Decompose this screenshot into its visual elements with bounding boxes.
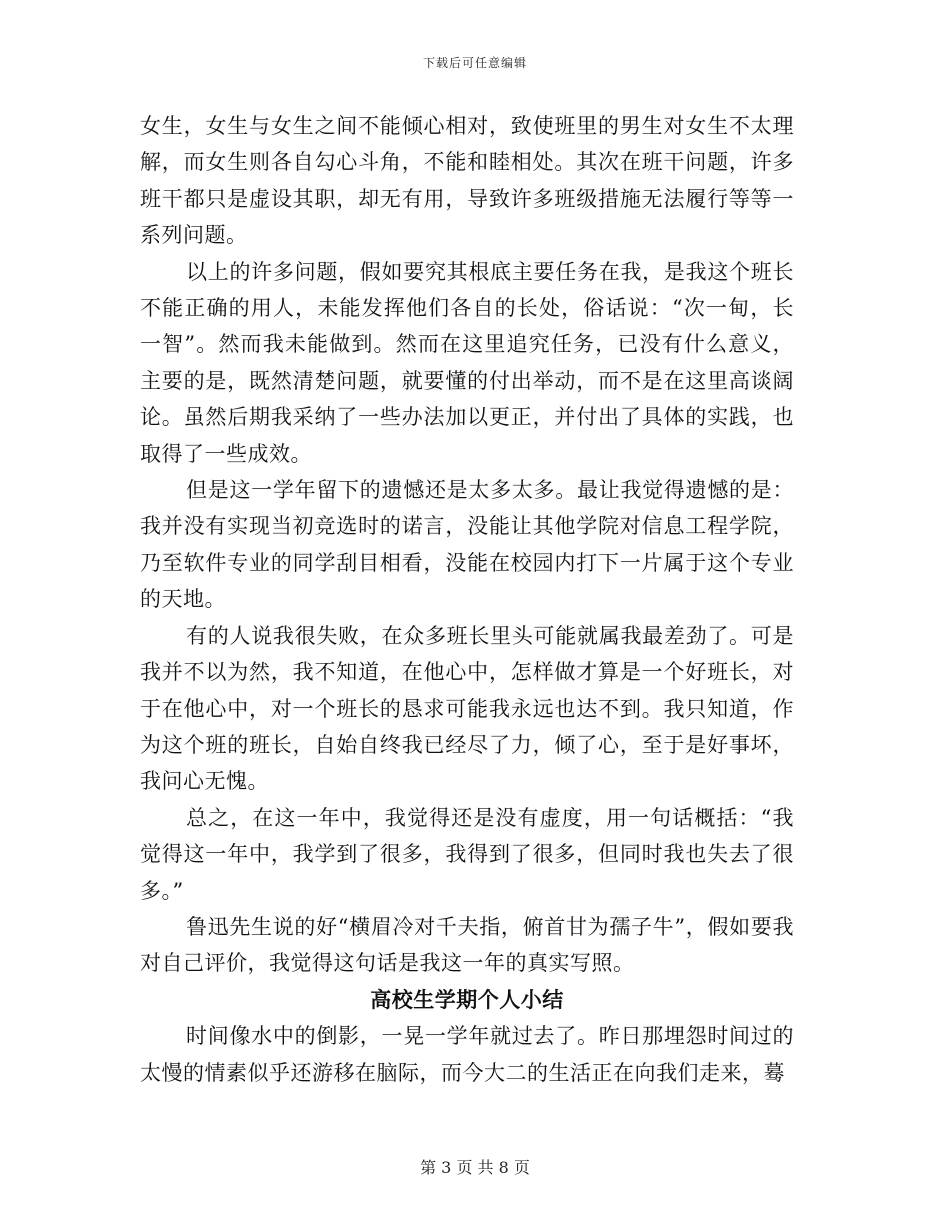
section-title: 高校生学期个人小结 [370, 986, 564, 1012]
paragraph-problems: 以上的许多问题，假如要究其根底主要任务在我，是我这个班长不能正确的用人，未能发挥他们各自的长处，俗话说：“次一甸，长一智”。然而我未能做到。然而在这里追究任务，已没有什么意义，主要的是，既然清楚问题，就要懂的付出举动，而不是在这里高谈阔论。虽然后期我采纳了一些办法加以更正，并付出了具体的实践，也取得了一些成效。 [140, 259, 794, 466]
paragraph-summary: 总之，在这一年中，我觉得还是没有虚度，用一句话概括：“我觉得这一年中，我学到了很多，我得到了很多，但同时我也失去了很多。” [140, 805, 794, 903]
document-body [140, 108, 794, 1091]
page-footer: 第 3 页 共 8 页 [420, 1158, 530, 1177]
paragraph-self-assessment: 有的人说我很失败，在众多班长里头可能就属我最差劲了。可是我并不以为然，我不知道，在他心中，怎样做才算是一个好班长，对于在他心中，对一个班长的恳求可能我永远也达不到。我只知道，作为这个班的班长，自始自终我已经尽了力，倾了心，至于是好事坏，我问心无愧。 [140, 623, 794, 794]
paragraph-new-section: 时间像水中的倒影，一晃一学年就过去了。昨日那埋怨时间过的太慢的情素似乎还游移在脑际，而今大二的生活正在向我们走来，蓦 [140, 1024, 794, 1085]
paragraph-regrets: 但是这一学年留下的遗憾还是太多太多。最让我觉得遗憾的是：我并没有实现当初竞选时的诺言，没能让其他学院对信息工程学院，乃至软件专业的同学刮目相看，没能在校园内打下一片属于这个专业的天地。 [140, 478, 794, 612]
page-header: 下载后可任意编辑 [422, 56, 527, 70]
paragraph-quote: 鲁迅先生说的好“横眉冷对千夫指，俯首甘为孺子牛”，假如要我对自己评价，我觉得这句话是我这一年的真实写照。 [140, 914, 794, 976]
paragraph-continuation: 女生，女生与女生之间不能倾心相对，致使班里的男生对女生不太理解，而女生则各自勾心斗角，不能和睦相处。其次在班干问题，许多班干都只是虚设其职，却无有用，导致许多班级措施无法履行等等一系列问题。 [140, 114, 794, 248]
